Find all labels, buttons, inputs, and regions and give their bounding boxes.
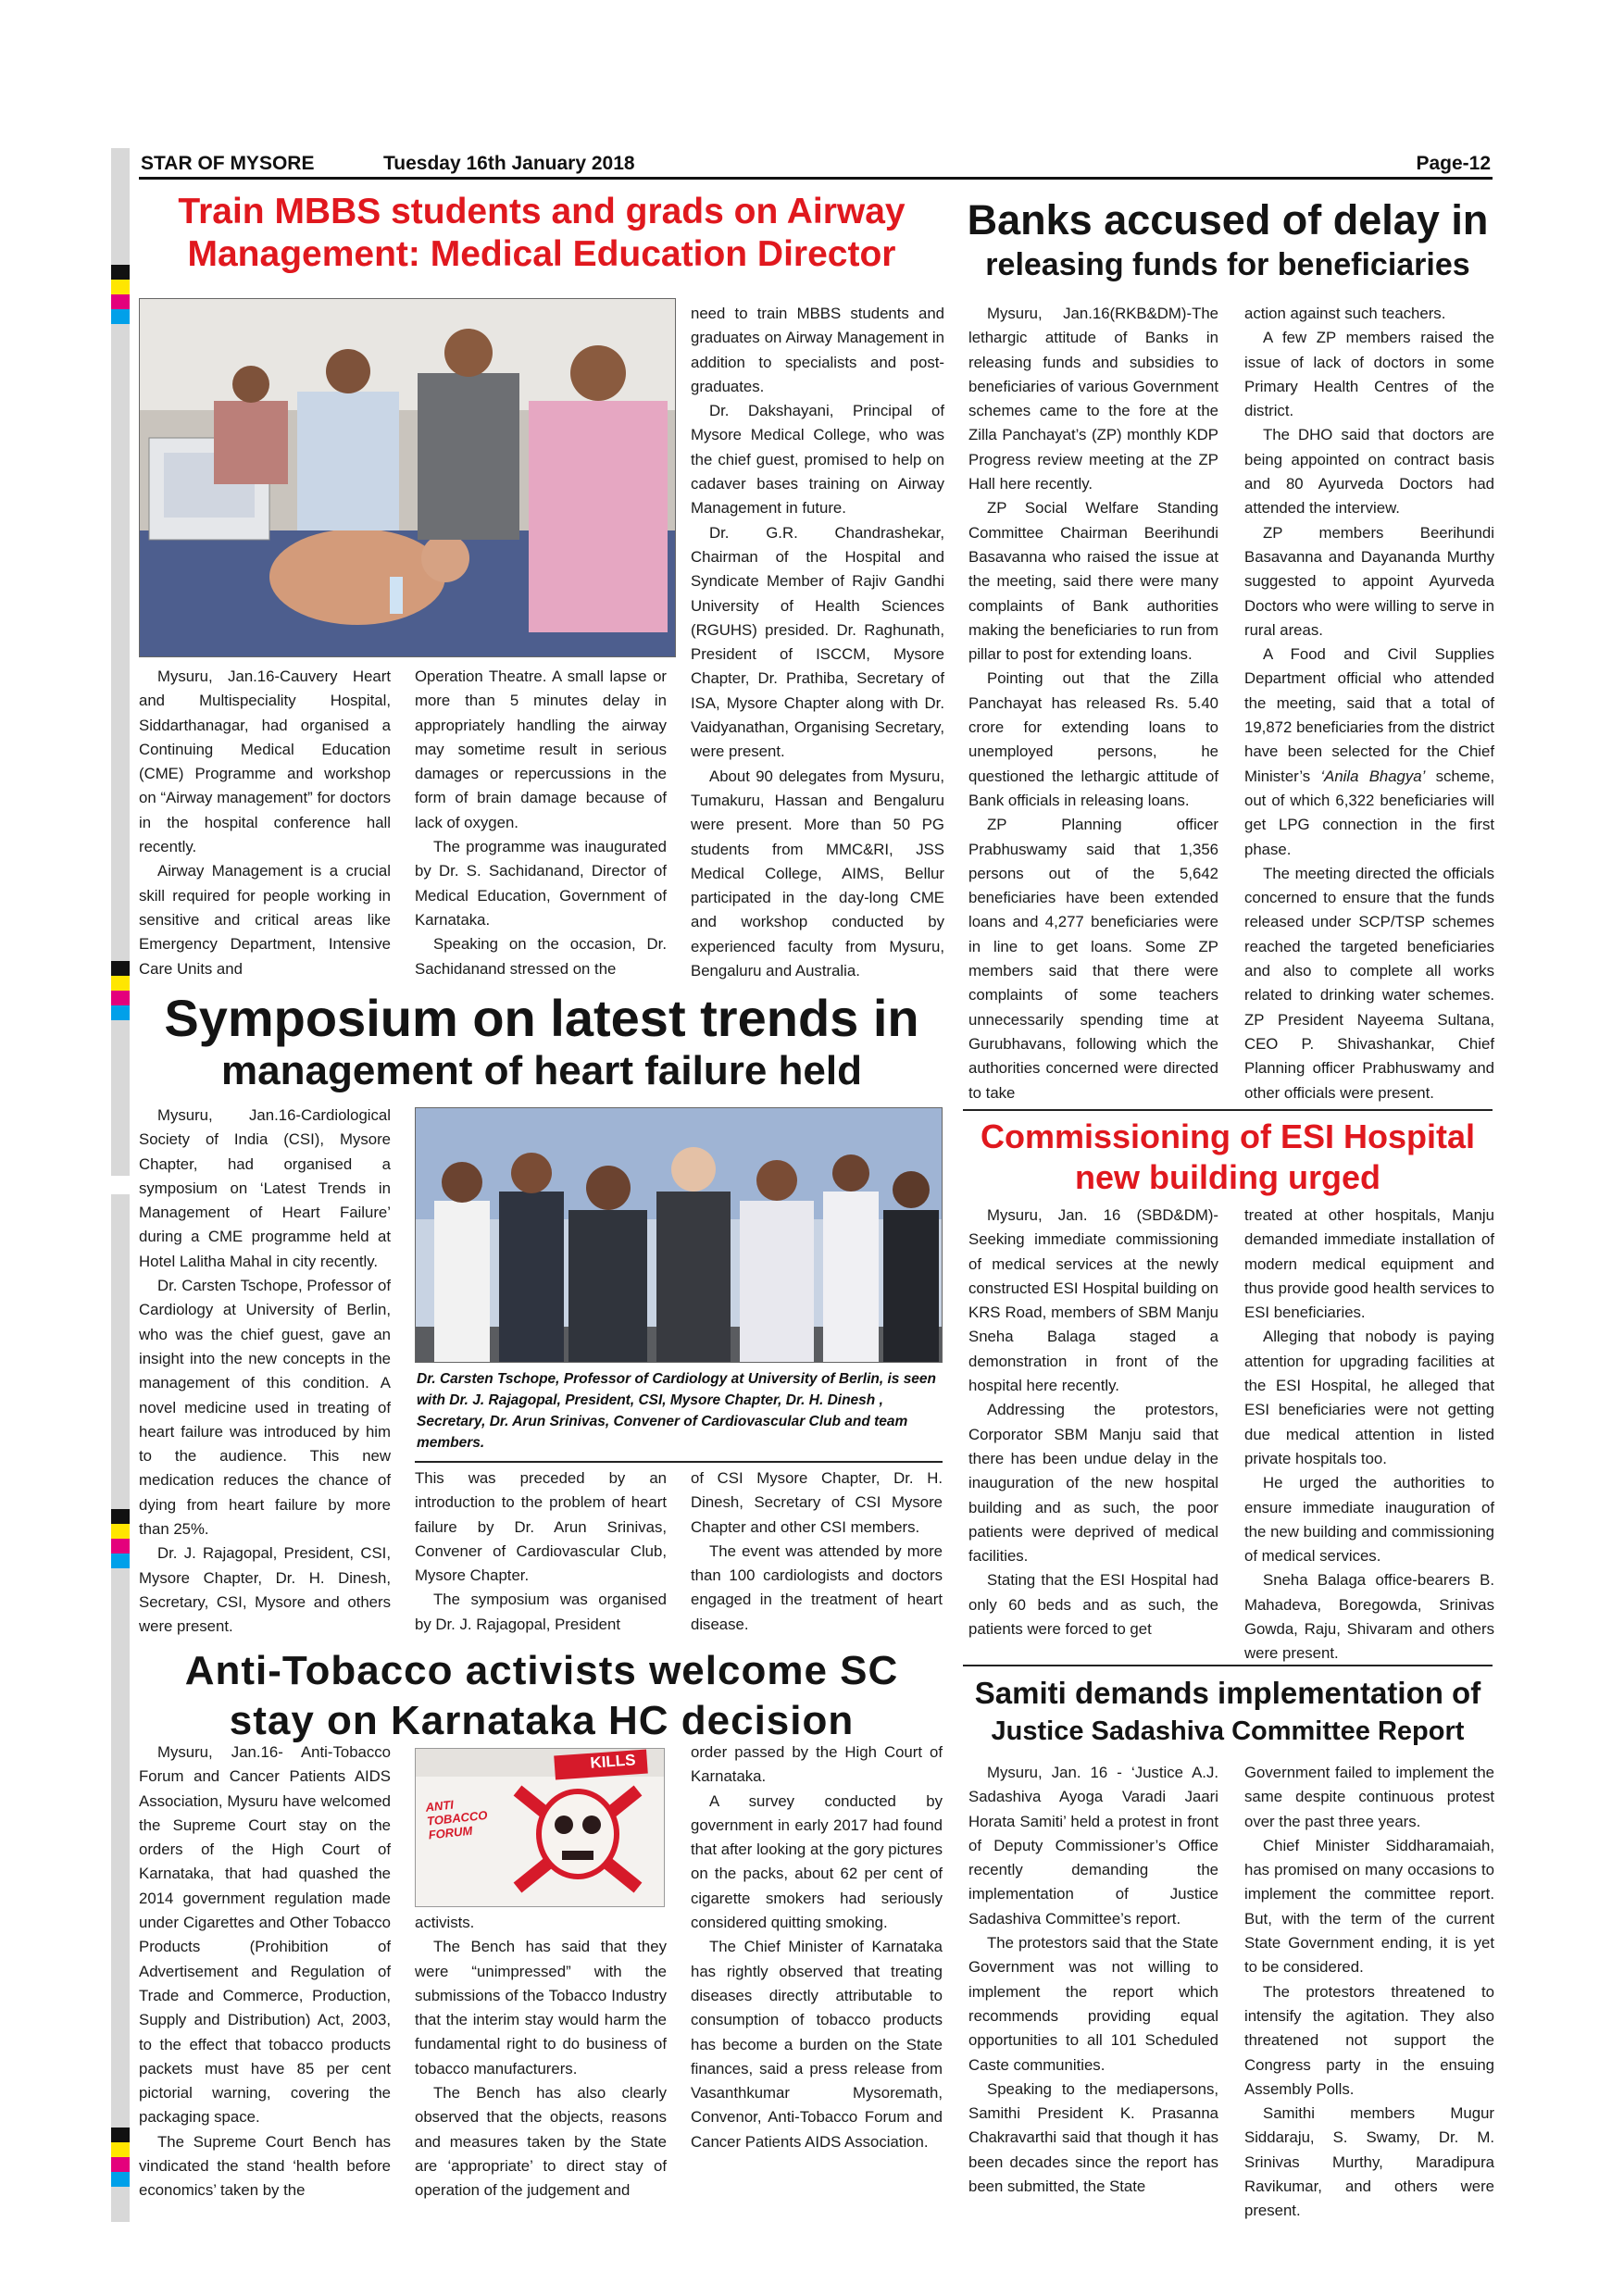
paragraph: The Supreme Court Bench has vindicated the stand ‘health before economics’ taken by the (139, 2132, 391, 2200)
tobacco-headline (139, 1646, 944, 1746)
esi-headline (963, 1117, 1493, 1198)
paragraph: ZP members Beerihundi Basavanna and Dayananda Murthy suggested to appoint Ayurveda Doctors who were willing to serve in rural areas. (1244, 523, 1494, 639)
paragraph: The Bench has also clearly observed that the objects, reasons and measures taken by the State are ‘appropriate’ to direct stay of operation of the judgement and (415, 2084, 667, 2200)
tobacco-col-2 (415, 1911, 667, 2203)
heart-photo-caption: Dr. Carsten Tschope, Professor of Cardiology at University of Berlin, is seen with Dr. J. Rajagopal, President, CSI, Mysore Chapter, Dr. H. Dinesh , Secretary, Dr. Arun Srinivas, Convener of Cardiovascular Club and team members. (417, 1371, 937, 1451)
reg-mark-cyan (111, 309, 130, 324)
paragraph: Dr. G.R. Chandrashekar, Chairman of the Hospital and Syndicate Member of Rajiv Gandhi University of Health Sciences (RGUHS) presided. Dr. Raghunath, President of ISCCM, Mysore Chapter, Dr. Prathiba, Secretary of ISA, Mysore Chapter along with Dr. Vaidyanathan, Organising Secretary, were present. (691, 523, 944, 761)
paragraph: Mysuru, Jan.16- Anti-Tobacco Forum and Cancer Patients AIDS Association, Mysuru have welcomed the Supreme Court stay on the orders of the High Court of Karnataka, that had quashed the 2014 government regulation made under Cigarettes and Other Tobacco Products (Prohibition of Advertisement and Regulation of Trade and Commerce, Production, Supply and Distribution) Act, 2003, to the effect that tobacco products packets must have 85 per cent pictorial warning, covering the packaging space. (139, 1743, 391, 2127)
reg-mark-yellow-2 (111, 976, 130, 991)
text-run: A Food and Civil Supplies Department official who attended the meeting, said that a total of 19,872 beneficiaries from the district have been selected for the Chief Minister’s (1244, 645, 1494, 785)
paragraph: of CSI Mysore Chapter, Dr. H. Dinesh, Secretary of CSI Mysore Chapter and other CSI members. (691, 1469, 943, 1536)
tobacco-headline-line-1: Anti-Tobacco activists welcome SC (184, 1648, 899, 1693)
divider (963, 1109, 1493, 1111)
anti-tobacco-placard (415, 1748, 665, 1907)
airway-col-2 (415, 665, 667, 981)
samiti-headline-line-1: Samiti demands implementation of (974, 1676, 1481, 1710)
heart-col-2 (415, 1466, 667, 1637)
reg-mark-magenta-2 (111, 991, 130, 1005)
paragraph: Dr. J. Rajagopal, President, CSI, Mysore Chapter, Dr. H. Dinesh, Secretary, CSI, Mysore and others were present. (139, 1544, 391, 1636)
paragraph: Government failed to implement the same despite continuous protest over the past three years. (1244, 1764, 1494, 1830)
reg-mark-black-4 (111, 2128, 130, 2142)
paragraph: Dr. Carsten Tschope, Professor of Cardiology at University of Berlin, who was the chief guest, gave an insight into the new concepts in the management of this condition. A novel medicine used in treating of heart failure was introduced by him to the audience. This new medication reduces the chance of dying from heart failure by more than 25%. (139, 1277, 391, 1539)
banks-col-1 (968, 302, 1218, 1105)
esi-headline-line-2: new building urged (1075, 1158, 1380, 1196)
paragraph: Mysuru, Jan.16-Cauvery Heart and Multispeciality Hospital, Siddarthanagar, had organised a Continuing Medical Education (CME) Programme and workshop on “Airway management” for doctors in the hospital conference hall recently. (139, 668, 391, 856)
reg-mark-cyan-3 (111, 1554, 130, 1568)
reg-mark-yellow (111, 280, 130, 294)
paragraph: need to train MBBS students and graduates on Airway Management in addition to specialists and post-graduates. (691, 305, 944, 395)
paragraph: The event was attended by more than 100 cardiologists and doctors engaged in the treatment of heart disease. (691, 1541, 943, 1633)
paragraph: The meeting directed the officials concerned to ensure that the funds released under SCP/TSP schemes reached the targeted beneficiaries and also to complete all works related to drinking water schemes. ZP President Nayeema Sultana, CEO P. Shivashankar, Chief Planning officer Prabhuswamy and other officials were present. (1244, 864, 1494, 1102)
placard-forum-text: ANTI TOBACCO FORUM (424, 1797, 489, 1842)
reg-mark-magenta-4 (111, 2157, 130, 2172)
page-header (139, 150, 1493, 180)
paragraph: This was preceded by an introduction to the problem of heart failure by Dr. Arun Srinivas, Convener of Cardiovascular Club, Mysore Chapter. (415, 1469, 667, 1585)
paragraph: The protestors threatened to intensify the agitation. They also threatened not support the Congress party in the ensuing Assembly Polls. (1244, 1982, 1494, 2098)
paragraph: ZP Planning officer Prabhuswamy said that 1,356 persons out of the 5,642 beneficiaries have been extended loans and 4,277 beneficiaries were in line to get loans. Some ZP members said that there were complaints of some teachers unnecessarily spending time at Gurubhavans, following which the authorities concerned were directed to take (968, 816, 1218, 1102)
heart-col-1 (139, 1104, 391, 1640)
tobacco-headline-line-2: stay on Karnataka HC decision (229, 1698, 855, 1743)
issue-date: Tuesday 16th January 2018 (383, 153, 635, 174)
text-run: scheme, out of which 6,322 beneficiaries will get LPG connection in the first phase. (1244, 767, 1494, 858)
airway-photo (139, 298, 676, 657)
paper-name: STAR OF MYSORE (141, 153, 315, 174)
paragraph: order passed by the High Court of Karnataka. (691, 1743, 943, 1786)
paragraph: Addressing the protestors, Corporator SBM Manju said that there has been undue delay in the inauguration of the new hospital building and as such, the poor patients were deprived of medical facilities. (968, 1401, 1218, 1566)
paragraph: ZP Social Welfare Standing Committee Chairman Beerihundi Basavanna who raised the issue at the meeting, said there were many complaints of Bank authorities making the beneficiaries to run from pillar to post for extending loans. (968, 499, 1218, 664)
paragraph: The DHO said that doctors are being appointed on contract basis and 80 Ayurveda Doctors had attended the interview. (1244, 426, 1494, 518)
samiti-col-2 (1244, 1761, 1494, 2224)
reg-mark-magenta-3 (111, 1539, 130, 1554)
samiti-headline-line-2: Justice Sadashiva Committee Report (991, 1716, 1465, 1746)
samiti-headline (963, 1674, 1493, 1750)
esi-col-1 (968, 1204, 1218, 1641)
paragraph: The programme was inaugurated by Dr. S. Sachidanand, Director of Medical Education, Government of Karnataka. (415, 838, 667, 929)
paragraph: Sneha Balaga office-bearers B. Mahadeva, Boregowda, Srinivas Gowda, Raju, Shivaram and others were present. (1244, 1571, 1494, 1663)
reg-mark-black (111, 265, 130, 280)
samiti-col-1 (968, 1761, 1218, 2199)
banks-col-2 (1244, 302, 1494, 1105)
paragraph: Mysuru, Jan. 16 (SBD&DM)-Seeking immediate commissioning of medical services at the newly constructed ESI Hospital building on KRS Road, members of SBM Manju Sneha Balaga staged a demonstration in front of the hospital here recently. (968, 1206, 1218, 1395)
esi-headline-line-1: Commissioning of ESI Hospital (980, 1117, 1476, 1155)
heart-headline (139, 991, 944, 1096)
banks-headline (963, 196, 1493, 285)
divider-samiti (963, 1665, 1493, 1666)
paragraph: Mysuru, Jan.16-Cardiological Society of India (CSI), Mysore Chapter, had organised a symposium on ‘Latest Trends in Management of Heart Failure’ during a CME programme held at Hotel Lalitha Mahal in city recently. (139, 1106, 391, 1270)
tobacco-col-3 (691, 1741, 943, 2154)
heart-headline-line-2: management of heart failure held (221, 1048, 862, 1093)
caption-rule (415, 1461, 943, 1463)
airway-headline-line-1: Train MBBS students and grads on Airway (178, 192, 906, 231)
reg-mark-cyan-2 (111, 1005, 130, 1020)
reg-mark-black-3 (111, 1509, 130, 1524)
paragraph: Airway Management is a crucial skill required for people working in sensitive and critical areas like Emergency Department, Intensive Care Units and (139, 862, 391, 978)
paragraph: Alleging that nobody is paying attention for upgrading facilities at the ESI Hospital, he alleged that ESI beneficiaries were not getting due medical attention in listed private hospitals too. (1244, 1328, 1494, 1467)
paragraph: Dr. Dakshayani, Principal of Mysore Medical College, who was the chief guest, promised to help on cadaver bases training on Airway Management in future. (691, 402, 944, 518)
paragraph: Speaking on the occasion, Dr. Sachidanand stressed on the (415, 935, 667, 978)
heart-photo (415, 1107, 943, 1363)
paragraph: The protestors said that the State Government was not willing to implement the report which recommends providing equal opportunities to all 101 Scheduled Caste communities. (968, 1934, 1218, 2074)
reg-mark-magenta (111, 294, 130, 309)
paragraph: He urged the authorities to ensure immediate inauguration of the new building and commissioning of medical services. (1244, 1474, 1494, 1566)
airway-col-1 (139, 665, 391, 981)
banks-headline-line-1: Banks accused of delay in (967, 196, 1489, 243)
margin-strip-lower (111, 1194, 130, 2222)
paragraph: Stating that the ESI Hospital had only 60 beds and as such, the patients were forced to get (968, 1571, 1218, 1639)
page-number: Page-12 (1416, 153, 1491, 174)
airway-photo-image (140, 299, 676, 657)
reg-mark-cyan-4 (111, 2172, 130, 2187)
scheme-name: ‘Anila Bhagya’ (1320, 767, 1426, 785)
paragraph: The Chief Minister of Karnataka has rightly observed that treating diseases directly attributable to consumption of tobacco products has become a burden on the State finances, said a press release from Vasanthkumar Mysoremath, Convenor, Anti-Tobacco Forum and Cancer Patients AIDS Association. (691, 1938, 943, 2151)
heart-headline-line-1: Symposium on latest trends in (164, 989, 919, 1047)
paragraph: Samithi members Mugur Siddaraju, S. Swamy, Dr. M. Srinivas Murthy, Maradipura Ravikumar, and others were present. (1244, 2104, 1494, 2220)
airway-col-3 (691, 302, 944, 983)
heart-photo-image (416, 1108, 943, 1363)
paragraph: Operation Theatre. A small lapse or more than 5 minutes delay in appropriately handling the airway may sometime result in serious damages or repercussions in the form of brain damage because of lack of oxygen. (415, 668, 667, 831)
paragraph: A survey conducted by government in early 2017 had found that after looking at the gory pictures on the packs, about 62 per cent of cigarette smokers had seriously considered quitting smoking. (691, 1791, 943, 1932)
reg-mark-yellow-4 (111, 2142, 130, 2157)
tobacco-col-1 (139, 1741, 391, 2203)
paragraph: A few ZP members raised the issue of lack of doctors in some Primary Health Centres of the district. (1244, 329, 1494, 420)
paragraph: The symposium was organised by Dr. J. Rajagopal, President (415, 1591, 667, 1633)
paragraph: About 90 delegates from Mysuru, Tumakuru, Hassan and Bengaluru were present. More than 50 PG students from MMC&RI, JSS Medical College, AIMS, Bellur participated in the day-long CME and workshop conducted by experienced faculty from Mysuru, Bengaluru and Australia. (691, 767, 944, 980)
paragraph (1244, 643, 1494, 862)
placard-kills-text: KILLS (589, 1751, 637, 1772)
paragraph: action against such teachers. (1244, 305, 1446, 322)
paragraph: Mysuru, Jan.16(RKB&DM)-The lethargic attitude of Banks in releasing funds and subsidies to beneficiaries of various Government schemes came to the fore at the Zilla Panchayat’s (ZP) monthly KDP Progress review meeting at the ZP Hall here recently. (968, 305, 1218, 493)
reg-mark-yellow-3 (111, 1524, 130, 1539)
reg-mark-black-2 (111, 961, 130, 976)
paragraph: Speaking to the mediapersons, Samithi President K. Prasanna Chakravarthi said that though it has been decades since the report has been submitted, the State (968, 2079, 1218, 2196)
airway-headline (139, 191, 944, 276)
paragraph: Mysuru, Jan. 16 - ‘Justice A.J. Sadashiva Ayoga Varadi Jaari Horata Samiti’ held a protest in front of Deputy Commissioner’s Office recently demanding the implementation of Justice Sadashiva Committee’s report. (968, 1764, 1218, 1928)
paragraph: The Bench has said that they were “unimpressed” with the submissions of the Tobacco Industry that the interim stay would harm the fundamental right to do business of tobacco manufacturers. (415, 1938, 667, 2078)
paragraph: Pointing out that the Zilla Panchayat has released Rs. 5.40 crore for extending loans to unemployed persons, he questioned the lethargic attitude of Bank officials in releasing loans. (968, 669, 1218, 809)
banks-headline-line-2: releasing funds for beneficiaries (985, 247, 1470, 282)
heart-col-3 (691, 1466, 943, 1637)
paragraph: activists. (415, 1914, 475, 1931)
airway-headline-line-2: Management: Medical Education Director (187, 234, 896, 275)
paragraph: treated at other hospitals, Manju demanded immediate installation of modern medical equipment and thus provide good health services to ESI beneficiaries. (1244, 1206, 1494, 1322)
esi-col-2 (1244, 1204, 1494, 1666)
paragraph: Chief Minister Siddharamaiah, has promised on many occasions to implement the committee report. But, with the term of the current State Government ending, it is yet to be considered. (1244, 1836, 1494, 1977)
